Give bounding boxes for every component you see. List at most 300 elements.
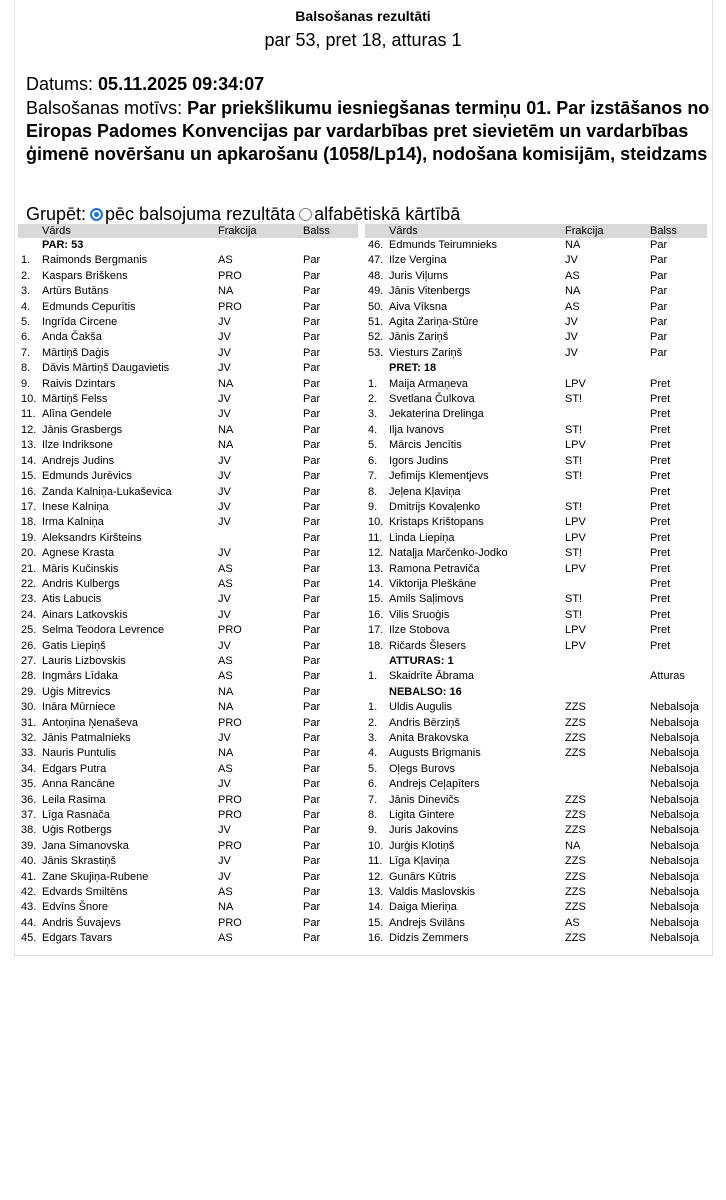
vote-cell: Par xyxy=(303,316,321,329)
table-row xyxy=(365,716,707,731)
vote-cell: Pret xyxy=(650,531,671,544)
row-number: 3. xyxy=(368,732,378,744)
table-row xyxy=(365,330,707,345)
member-name: Raivis Dzintars xyxy=(42,377,116,390)
vote-cell: Par xyxy=(303,393,321,406)
vote-cell: Nebalsoja xyxy=(650,886,699,899)
vote-cell: Pret xyxy=(650,593,671,606)
row-number: 52. xyxy=(368,331,384,344)
table-row xyxy=(365,839,707,854)
table-row xyxy=(365,300,707,315)
member-name: Edmunds Teirumnieks xyxy=(389,239,498,251)
vote-cell: Par xyxy=(303,901,321,914)
table-row xyxy=(365,777,707,792)
table-row xyxy=(18,469,358,484)
row-number: 7. xyxy=(368,470,378,483)
table-row xyxy=(18,407,358,422)
table-row xyxy=(365,562,707,577)
member-name: Andrejs Svilāns xyxy=(389,916,465,929)
row-number: 46. xyxy=(368,239,384,251)
member-name: Edvīns Šnore xyxy=(42,901,109,914)
member-name: Svetlana Čulkova xyxy=(389,393,475,406)
vote-cell: Par xyxy=(303,300,321,313)
vote-cell: Nebalsoja xyxy=(650,855,699,868)
faction-cell: JV xyxy=(218,485,231,498)
row-number: 26. xyxy=(21,639,37,652)
table-row xyxy=(18,330,358,345)
member-name: Andris Kulbergs xyxy=(42,577,120,590)
table-header xyxy=(18,224,358,238)
table-body-right xyxy=(365,238,707,947)
vote-cell: Par xyxy=(650,269,668,282)
member-name: Ramona Petraviča xyxy=(389,562,480,575)
row-number: 43. xyxy=(21,901,37,914)
row-number: 15. xyxy=(21,470,37,483)
vote-cell: Nebalsoja xyxy=(650,932,699,945)
row-number: 30. xyxy=(21,701,37,714)
table-row xyxy=(18,823,358,838)
table-row xyxy=(18,500,358,515)
table-row xyxy=(365,531,707,546)
table-row xyxy=(18,916,358,931)
vote-cell: Nebalsoja xyxy=(650,870,699,883)
faction-cell: PRO xyxy=(218,793,242,806)
member-name: Jefimijs Klementjevs xyxy=(389,470,489,483)
vote-cell: Par xyxy=(303,932,321,945)
table-row xyxy=(18,731,358,746)
table-row xyxy=(365,377,707,392)
table-row xyxy=(18,438,358,453)
row-number: 11. xyxy=(368,531,383,544)
vote-cell: Par xyxy=(303,639,321,652)
table-row xyxy=(18,592,358,607)
faction-cell: ZZS xyxy=(565,809,586,822)
vote-cell: Par xyxy=(650,316,668,329)
table-row xyxy=(18,839,358,854)
faction-cell: NA xyxy=(218,685,234,698)
row-number: 41. xyxy=(21,870,37,883)
member-name: Ilze Indriksone xyxy=(42,439,113,452)
faction-cell: ZZS xyxy=(565,747,586,760)
member-name: Zanda Kalniņa-Lukaševica xyxy=(42,485,172,498)
vote-cell: Nebalsoja xyxy=(650,716,699,729)
vote-motive xyxy=(26,97,716,166)
row-number: 33. xyxy=(21,747,37,760)
table-row xyxy=(365,731,707,746)
vote-cell: Par xyxy=(303,254,321,267)
vote-cell: Nebalsoja xyxy=(650,824,699,837)
faction-cell: AS xyxy=(218,562,233,575)
faction-cell: JV xyxy=(218,316,231,329)
vote-cell: Par xyxy=(303,624,321,637)
member-name: Artūrs Butāns xyxy=(42,285,109,298)
row-number: 8. xyxy=(21,362,31,375)
vote-cell: Pret xyxy=(650,577,671,590)
member-name: Jurģis Klotiņš xyxy=(389,839,455,852)
vote-cell: Par xyxy=(303,439,321,452)
row-number: 11. xyxy=(21,408,36,421)
row-number: 23. xyxy=(21,593,37,606)
row-number: 9. xyxy=(21,377,31,390)
row-number: 48. xyxy=(368,269,384,282)
vote-cell: Par xyxy=(303,685,321,698)
vote-cell: Pret xyxy=(650,470,671,483)
row-number: 14. xyxy=(368,577,384,590)
row-number: 3. xyxy=(368,408,378,421)
section-header xyxy=(365,685,707,700)
table-row xyxy=(365,793,707,808)
row-number: 1. xyxy=(368,377,378,390)
vote-cell: Nebalsoja xyxy=(650,747,699,760)
table-row xyxy=(18,608,358,623)
faction-cell: JV xyxy=(218,500,231,513)
member-name: Oļegs Burovs xyxy=(389,762,456,775)
faction-cell: PRO xyxy=(218,269,242,282)
vote-cell: Par xyxy=(650,346,668,359)
faction-cell: JV xyxy=(218,408,231,421)
row-number: 51. xyxy=(368,316,384,329)
vote-summary: par 53, pret 18, atturas 1 xyxy=(264,30,462,50)
member-name: Inese Kalniņa xyxy=(42,500,109,513)
vote-cell: Pret xyxy=(650,562,671,575)
table-row xyxy=(365,931,707,946)
vote-cell: Par xyxy=(650,300,668,313)
faction-cell: NA xyxy=(565,839,581,852)
member-name: Ligita Gintere xyxy=(389,809,455,822)
table-row xyxy=(365,700,707,715)
faction-cell: JV xyxy=(218,870,231,883)
member-name: Daiga Mieriņa xyxy=(389,901,457,914)
vote-cell: Pret xyxy=(650,500,671,513)
row-number: 12. xyxy=(21,423,37,436)
row-number: 20. xyxy=(21,547,37,560)
faction-cell: PRO xyxy=(218,809,242,822)
vote-cell: Par xyxy=(303,408,321,421)
member-name: Anda Čakša xyxy=(42,331,102,344)
faction-cell: AS xyxy=(218,670,233,683)
table-row xyxy=(18,808,358,823)
vote-cell: Par xyxy=(303,654,321,667)
row-number: 53. xyxy=(368,346,384,359)
vote-cell: Par xyxy=(303,778,321,791)
faction-cell: AS xyxy=(565,300,580,313)
row-number: 13. xyxy=(368,886,384,899)
member-name: Gunārs Kūtris xyxy=(389,870,457,883)
header-vote: Balss xyxy=(650,225,677,237)
header-faction: Frakcija xyxy=(218,225,257,237)
row-number: 15. xyxy=(368,916,384,929)
table-row xyxy=(18,793,358,808)
member-name: Ināra Mūrniece xyxy=(42,701,116,714)
date-value: 05.11.2025 09:34:07 xyxy=(98,74,265,94)
member-name: Uģis Rotbergs xyxy=(42,824,112,837)
vote-cell: Pret xyxy=(650,639,671,652)
vote-cell: Par xyxy=(303,362,321,375)
member-name: Anna Rancāne xyxy=(42,778,115,791)
table-row xyxy=(365,500,707,515)
member-name: Edgars Putra xyxy=(42,762,107,775)
faction-cell: JV xyxy=(218,824,231,837)
faction-cell: AS xyxy=(218,932,233,945)
vote-cell: Nebalsoja xyxy=(650,762,699,775)
table-row xyxy=(365,454,707,469)
faction-cell: PRO xyxy=(218,839,242,852)
faction-cell: ST! xyxy=(565,423,583,436)
faction-cell: NA xyxy=(565,239,581,251)
member-name: Edgars Tavars xyxy=(42,932,113,945)
table-row xyxy=(18,885,358,900)
vote-cell: Par xyxy=(303,500,321,513)
faction-cell: JV xyxy=(218,454,231,467)
table-row xyxy=(365,916,707,931)
faction-cell: AS xyxy=(565,916,580,929)
faction-cell: LPV xyxy=(565,562,586,575)
section-header xyxy=(365,654,707,669)
member-name: Dāvis Mārtiņš Daugavietis xyxy=(42,362,170,375)
vote-cell: Par xyxy=(303,346,321,359)
member-name: Jānis Patmalnieks xyxy=(42,732,131,744)
faction-cell: NA xyxy=(218,285,234,298)
member-name: Anita Brakovska xyxy=(389,732,469,744)
table-row xyxy=(365,823,707,838)
grouping-option-alpha[interactable]: alfabētiskā kārtībā xyxy=(314,204,461,224)
radio-by-result-icon[interactable] xyxy=(90,208,103,221)
row-number: 5. xyxy=(368,762,378,775)
row-number: 1. xyxy=(368,701,378,714)
vote-cell: Pret xyxy=(650,516,671,529)
faction-cell: ZZS xyxy=(565,716,586,729)
faction-cell: NA xyxy=(218,439,234,452)
vote-cell: Par xyxy=(303,855,321,868)
faction-cell: PRO xyxy=(218,716,242,729)
member-name: Ainars Latkovskis xyxy=(42,608,128,621)
table-row xyxy=(18,454,358,469)
vote-cell: Atturas xyxy=(650,670,685,683)
member-name: Jānis Zariņš xyxy=(389,331,449,344)
faction-cell: LPV xyxy=(565,639,586,652)
row-number: 13. xyxy=(368,562,384,575)
member-name: Agnese Krasta xyxy=(42,547,115,560)
table-row xyxy=(18,377,358,392)
row-number: 18. xyxy=(368,639,384,652)
vote-cell: Nebalsoja xyxy=(650,701,699,714)
table-row xyxy=(18,669,358,684)
member-name: Nauris Puntulis xyxy=(42,747,116,760)
faction-cell: NA xyxy=(218,747,234,760)
table-row xyxy=(18,900,358,915)
row-number: 4. xyxy=(368,423,378,436)
row-number: 7. xyxy=(21,346,31,359)
grouping-label: Grupēt: xyxy=(26,204,87,224)
row-number: 17. xyxy=(21,500,37,513)
table-row xyxy=(365,623,707,638)
table-row xyxy=(18,485,358,500)
table-row xyxy=(18,577,358,592)
faction-cell: ST! xyxy=(565,608,583,621)
vote-cell: Pret xyxy=(650,393,671,406)
vote-cell: Par xyxy=(303,747,321,760)
vote-cell: Par xyxy=(303,886,321,899)
member-name: Līga Rasnača xyxy=(42,809,110,822)
table-row xyxy=(18,562,358,577)
vote-cell: Par xyxy=(650,331,668,344)
table-row xyxy=(365,669,707,684)
radio-alphabetical-icon[interactable] xyxy=(299,208,312,221)
faction-cell: LPV xyxy=(565,624,586,637)
vote-cell: Par xyxy=(303,331,321,344)
member-name: Didzis Zemmers xyxy=(389,932,469,945)
table-row xyxy=(18,269,358,284)
row-number: 8. xyxy=(368,485,378,498)
vote-cell: Par xyxy=(303,531,321,544)
faction-cell: ZZS xyxy=(565,701,586,714)
faction-cell: ZZS xyxy=(565,901,586,914)
row-number: 37. xyxy=(21,809,37,822)
section-label: NEBALSO: 16 xyxy=(389,685,462,698)
vote-cell: Nebalsoja xyxy=(650,778,699,791)
vote-cell: Par xyxy=(303,377,321,390)
table-row xyxy=(365,469,707,484)
row-number: 4. xyxy=(368,747,378,760)
faction-cell: JV xyxy=(218,362,231,375)
member-name: Jānis Grasbergs xyxy=(42,423,123,436)
faction-cell: JV xyxy=(565,254,578,267)
row-number: 4. xyxy=(21,300,31,313)
vote-cell: Par xyxy=(303,577,321,590)
faction-cell: ST! xyxy=(565,454,583,467)
member-name: Maija Armaņeva xyxy=(389,377,468,390)
row-number: 5. xyxy=(21,316,31,329)
table-row xyxy=(18,346,358,361)
vote-cell: Par xyxy=(303,608,321,621)
member-name: Andris Šuvajevs xyxy=(42,916,121,929)
table-row xyxy=(18,700,358,715)
table-row xyxy=(365,515,707,530)
row-number: 7. xyxy=(368,793,378,806)
member-name: Mārtiņš Felss xyxy=(42,393,108,406)
table-row xyxy=(365,808,707,823)
member-name: Amils Saļimovs xyxy=(389,593,464,606)
member-name: Edmunds Jurēvics xyxy=(42,470,132,483)
table-row xyxy=(18,762,358,777)
member-name: Vilis Sruoģis xyxy=(389,608,450,621)
table-row xyxy=(365,423,707,438)
member-name: Antoņina Ņenaševa xyxy=(42,716,139,729)
faction-cell: JV xyxy=(218,593,231,606)
member-name: Augusts Brigmanis xyxy=(389,747,481,760)
member-name: Valdis Maslovskis xyxy=(389,886,475,899)
row-number: 2. xyxy=(21,269,31,282)
row-number: 50. xyxy=(368,300,384,313)
grouping-option-result[interactable]: pēc balsojuma rezultāta xyxy=(105,204,296,224)
row-number: 18. xyxy=(21,516,37,529)
row-number: 10. xyxy=(368,839,384,852)
faction-cell: JV xyxy=(565,331,578,344)
row-number: 16. xyxy=(21,485,37,498)
vote-cell: Par xyxy=(303,793,321,806)
table-row xyxy=(18,515,358,530)
row-number: 12. xyxy=(368,547,384,560)
table-row xyxy=(18,315,358,330)
member-name: Viktorija Pleškāne xyxy=(389,577,477,590)
table-row xyxy=(365,762,707,777)
row-number: 31. xyxy=(21,716,37,729)
table-row xyxy=(18,854,358,869)
faction-cell: AS xyxy=(218,654,233,667)
vote-cell: Par xyxy=(303,839,321,852)
table-row xyxy=(18,546,358,561)
table-row xyxy=(365,438,707,453)
row-number: 10. xyxy=(21,393,37,406)
table-row xyxy=(18,253,358,268)
vote-cell: Nebalsoja xyxy=(650,901,699,914)
row-number: 39. xyxy=(21,839,37,852)
member-name: Aiva Vīksna xyxy=(389,300,448,313)
member-name: Juris Viļums xyxy=(389,269,449,282)
row-number: 10. xyxy=(368,516,384,529)
faction-cell: ZZS xyxy=(565,793,586,806)
member-name: Ingmārs Līdaka xyxy=(42,670,118,683)
row-number: 42. xyxy=(21,886,37,899)
row-number: 9. xyxy=(368,824,378,837)
member-name: Zane Skujiņa-Rubene xyxy=(42,870,149,883)
table-row xyxy=(18,423,358,438)
vote-cell: Par xyxy=(303,701,321,714)
faction-cell: ZZS xyxy=(565,855,586,868)
faction-cell: ST! xyxy=(565,593,583,606)
vote-cell: Par xyxy=(303,269,321,282)
table-row xyxy=(18,931,358,946)
vote-cell: Pret xyxy=(650,439,671,452)
faction-cell: ZZS xyxy=(565,732,586,744)
vote-cell: Par xyxy=(303,916,321,929)
member-name: Aleksandrs Kiršteins xyxy=(42,531,142,544)
faction-cell: JV xyxy=(218,470,231,483)
vote-cell: Par xyxy=(303,732,321,744)
row-number: 12. xyxy=(368,870,384,883)
faction-cell: AS xyxy=(218,254,233,267)
table-row xyxy=(18,284,358,299)
faction-cell: PRO xyxy=(218,300,242,313)
row-number: 14. xyxy=(21,454,37,467)
member-name: Viesturs Zariņš xyxy=(389,346,463,359)
row-number: 28. xyxy=(21,670,37,683)
row-number: 6. xyxy=(368,454,378,467)
vote-cell: Par xyxy=(303,547,321,560)
section-header xyxy=(18,238,358,253)
motive-label: Balsošanas motīvs: xyxy=(26,98,183,118)
faction-cell: JV xyxy=(218,331,231,344)
table-row xyxy=(18,870,358,885)
row-number: 1. xyxy=(368,670,378,683)
row-number: 36. xyxy=(21,793,37,806)
row-number: 24. xyxy=(21,608,37,621)
vote-cell: Pret xyxy=(650,377,671,390)
vote-cell: Nebalsoja xyxy=(650,839,699,852)
table-row xyxy=(18,300,358,315)
row-number: 14. xyxy=(368,901,384,914)
member-name: Jānis Vitenbergs xyxy=(389,285,471,298)
vote-cell: Par xyxy=(650,254,668,267)
vote-cell: Par xyxy=(303,562,321,575)
faction-cell: LPV xyxy=(565,439,586,452)
faction-cell: ZZS xyxy=(565,932,586,945)
member-name: Kaspars Briškens xyxy=(42,269,128,282)
table-row xyxy=(18,777,358,792)
section-label: PRET: 18 xyxy=(389,362,437,375)
section-label: ATTURAS: 1 xyxy=(389,654,454,667)
faction-cell: AS xyxy=(218,577,233,590)
